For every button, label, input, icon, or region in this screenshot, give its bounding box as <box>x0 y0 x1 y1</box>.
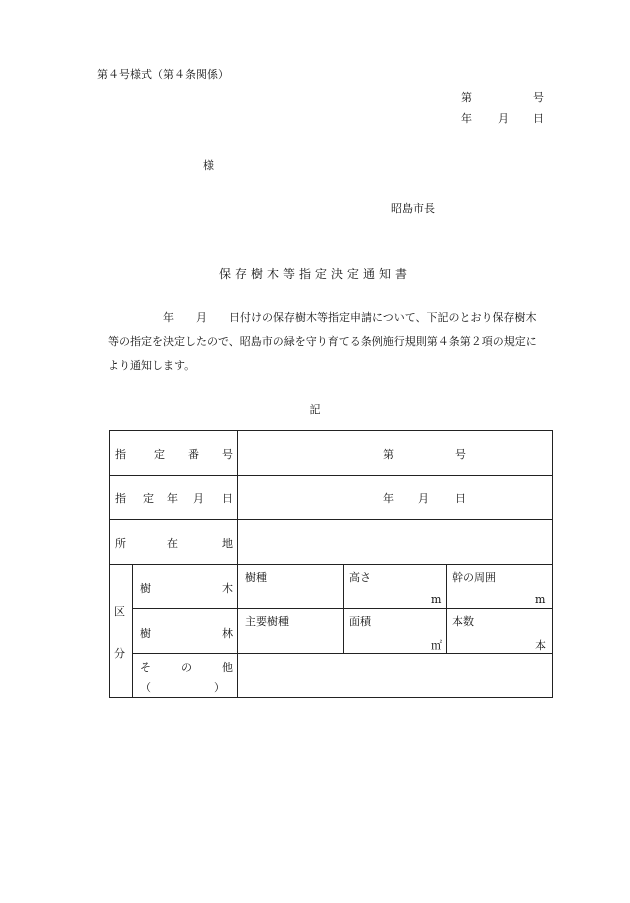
table-border-top <box>109 430 553 431</box>
forest-label-char: 林 <box>222 627 233 640</box>
location-label-char: 地 <box>222 537 233 550</box>
designation-date-year: 年 <box>383 492 394 505</box>
designation-date-label-char: 年 <box>167 492 178 505</box>
issue-date-month: 月 <box>498 112 509 125</box>
designation-date-label-char: 日 <box>222 492 233 505</box>
table-border-left <box>109 430 110 698</box>
forest-area-unit: ㎡ <box>431 639 442 652</box>
other-label-char: そ <box>140 661 151 674</box>
designation-number-label-char: 号 <box>222 448 233 461</box>
addressee-honorific: 様 <box>203 159 214 172</box>
table-border-right <box>552 430 553 698</box>
tree-species-label: 樹種 <box>245 571 267 584</box>
category-label-char: 区 <box>114 605 125 618</box>
designation-number-label-char: 番 <box>188 448 199 461</box>
designation-number-label-char: 指 <box>115 448 126 461</box>
table-col-divider <box>446 564 447 653</box>
designation-number-prefix: 第 <box>383 448 394 461</box>
location-label-char: 所 <box>115 537 126 550</box>
tree-label-char: 木 <box>222 582 233 595</box>
designation-number-label-char: 定 <box>154 448 165 461</box>
category-label-char: 分 <box>114 647 125 660</box>
forest-count-label: 本数 <box>452 615 474 628</box>
document-number-prefix: 第 <box>461 91 472 104</box>
tree-label-char: 樹 <box>140 582 151 595</box>
notice-body-line: より通知します。 <box>108 359 196 372</box>
notice-body <box>108 306 568 378</box>
tree-girth-label: 幹の周囲 <box>452 571 496 584</box>
forest-label-char: 樹 <box>140 627 151 640</box>
tree-height-unit: m <box>431 593 442 606</box>
other-label-char: の <box>181 661 192 674</box>
issuer-name: 昭島市長 <box>391 202 435 215</box>
designation-date-month: 月 <box>418 492 429 505</box>
designation-date-label-char: 月 <box>193 492 204 505</box>
table-row-divider <box>109 519 553 520</box>
issue-date-year: 年 <box>461 112 472 125</box>
notice-body-line: 年 月 日付けの保存樹木等指定申請について、下記のとおり保存樹木 <box>108 311 537 324</box>
form-number-label: 第４号様式（第４条関係） <box>97 68 229 81</box>
table-border-bottom <box>109 697 553 698</box>
forest-area-label: 面積 <box>349 615 371 628</box>
forest-main-species-label: 主要樹種 <box>245 615 289 628</box>
table-label-divider <box>237 430 238 698</box>
forest-count-unit: 本 <box>535 639 546 652</box>
table-row-divider <box>132 653 553 654</box>
table-row-divider <box>109 475 553 476</box>
tree-height-label: 高さ <box>349 571 371 584</box>
table-category-divider <box>132 564 133 698</box>
tree-girth-unit: m <box>535 593 546 606</box>
other-label-char: 他 <box>222 661 233 674</box>
other-paren-open: （ <box>140 681 151 694</box>
notice-body-line: 等の指定を決定したので、昭島市の緑を守り育てる条例施行規則第４条第２項の規定に <box>108 335 537 348</box>
designation-number-suffix: 号 <box>455 448 466 461</box>
table-row-divider <box>109 564 553 565</box>
designation-date-day: 日 <box>455 492 466 505</box>
designation-date-label-char: 定 <box>143 492 154 505</box>
ki-heading: 記 <box>309 403 321 416</box>
document-number-suffix: 号 <box>533 91 544 104</box>
designation-date-label-char: 指 <box>115 492 126 505</box>
document-title: 保存樹木等指定決定通知書 <box>218 267 411 281</box>
location-label-char: 在 <box>167 537 178 550</box>
table-col-divider <box>343 564 344 653</box>
issue-date-day: 日 <box>533 112 544 125</box>
designation-table <box>109 430 553 698</box>
other-paren-close: ） <box>214 681 225 694</box>
